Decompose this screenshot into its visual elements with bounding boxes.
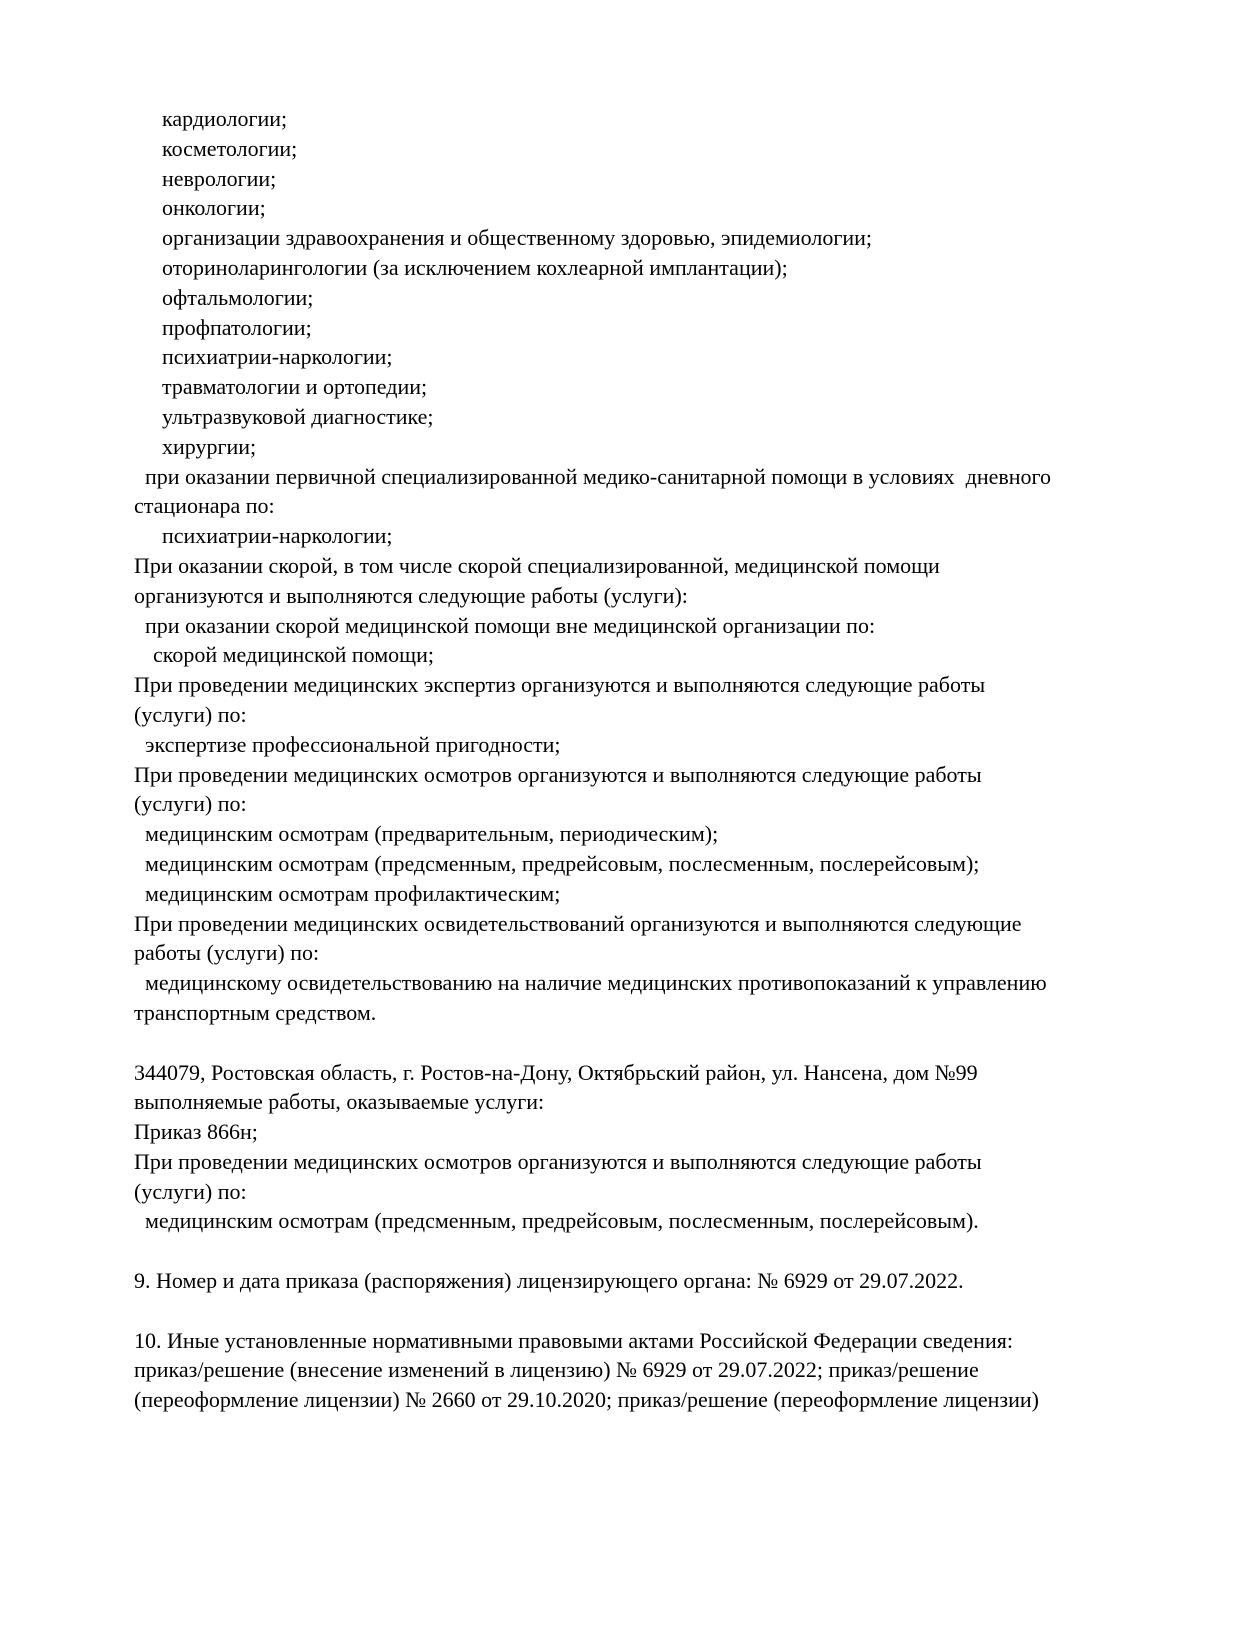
- text-line: 344079, Ростовская область, г. Ростов-на-Дону, Октябрьский район, ул. Нансена, дом №99: [134, 1059, 978, 1085]
- text-line: организуются и выполняются следующие работы (услуги):: [134, 582, 688, 608]
- blank-line: [134, 1236, 1122, 1266]
- text-line: при оказании скорой медицинской помощи вне медицинской организации по:: [145, 612, 876, 638]
- text-line: (услуги) по:: [134, 701, 247, 727]
- text-line: организации здравоохранения и общественному здоровью, эпидемиологии;: [162, 225, 873, 251]
- text-line: При проведении медицинских экспертиз организуются и выполняются следующие работы: [134, 672, 986, 698]
- text-line: хирургии;: [162, 433, 257, 459]
- blank-line: [134, 1296, 1122, 1326]
- text-line: медицинским осмотрам (предварительным, периодическим);: [145, 821, 719, 847]
- text-line: выполняемые работы, оказываемые услуги:: [134, 1089, 545, 1115]
- text-line: медицинским осмотрам (предсменным, предрейсовым, послесменным, послерейсовым).: [145, 1208, 979, 1234]
- blank-line: [134, 1028, 1122, 1058]
- text-line: оториноларингологии (за исключением кохлеарной имплантации);: [162, 254, 788, 280]
- text-line: профпатологии;: [162, 314, 312, 340]
- text-line: 9. Номер и дата приказа (распоряжения) лицензирующего органа: № 6929 от 29.07.2022.: [134, 1268, 964, 1294]
- text-line: онкологии;: [162, 195, 266, 221]
- text-line: работы (услуги) по:: [134, 940, 320, 966]
- text-line: экспертизе профессиональной пригодности;: [145, 731, 561, 757]
- text-line: неврологии;: [162, 165, 277, 191]
- text-line: психиатрии-наркологии;: [162, 523, 393, 549]
- text-line: (услуги) по:: [134, 1178, 247, 1204]
- text-line: приказ/решение (внесение изменений в лицензию) № 6929 от 29.07.2022; приказ/решение: [134, 1357, 979, 1383]
- text-line: офтальмологии;: [162, 284, 314, 310]
- text-line: психиатрии-наркологии;: [162, 344, 393, 370]
- text-line: (услуги) по:: [134, 791, 247, 817]
- text-line: Приказ 866н;: [134, 1119, 258, 1145]
- text-line: При проведении медицинских осмотров организуются и выполняются следующие работы: [134, 761, 982, 787]
- text-line: скорой медицинской помощи;: [153, 642, 435, 668]
- text-line: ультразвуковой диагностике;: [162, 403, 434, 429]
- text-line: При проведении медицинских осмотров организуются и выполняются следующие работы: [134, 1148, 982, 1174]
- text-line: косметологии;: [162, 135, 298, 161]
- text-line: транспортным средством.: [134, 999, 377, 1025]
- text-line: 10. Иные установленные нормативными правовыми актами Российской Федерации сведения:: [134, 1327, 1013, 1353]
- text-line: стационара по:: [134, 493, 275, 519]
- text-line: При проведении медицинских освидетельствований организуются и выполняются следующие: [134, 910, 1022, 936]
- text-line: (переоформление лицензии) № 2660 от 29.10.2020; приказ/решение (переоформление лицензии): [134, 1387, 1039, 1413]
- text-line: медицинскому освидетельствованию на наличие медицинских противопоказаний к управлению: [145, 970, 1047, 996]
- text-line: травматологии и ортопедии;: [162, 374, 428, 400]
- text-line: кардиологии;: [162, 106, 288, 131]
- text-line: медицинским осмотрам профилактическим;: [145, 880, 561, 906]
- text-line: При оказании скорой, в том числе скорой специализированной, медицинской помощи: [134, 552, 940, 578]
- text-line: при оказании первичной специализированной медико-санитарной помощи в условиях дневного: [145, 463, 1052, 489]
- text-line: медицинским осмотрам (предсменным, предрейсовым, послесменным, послерейсовым);: [145, 850, 980, 876]
